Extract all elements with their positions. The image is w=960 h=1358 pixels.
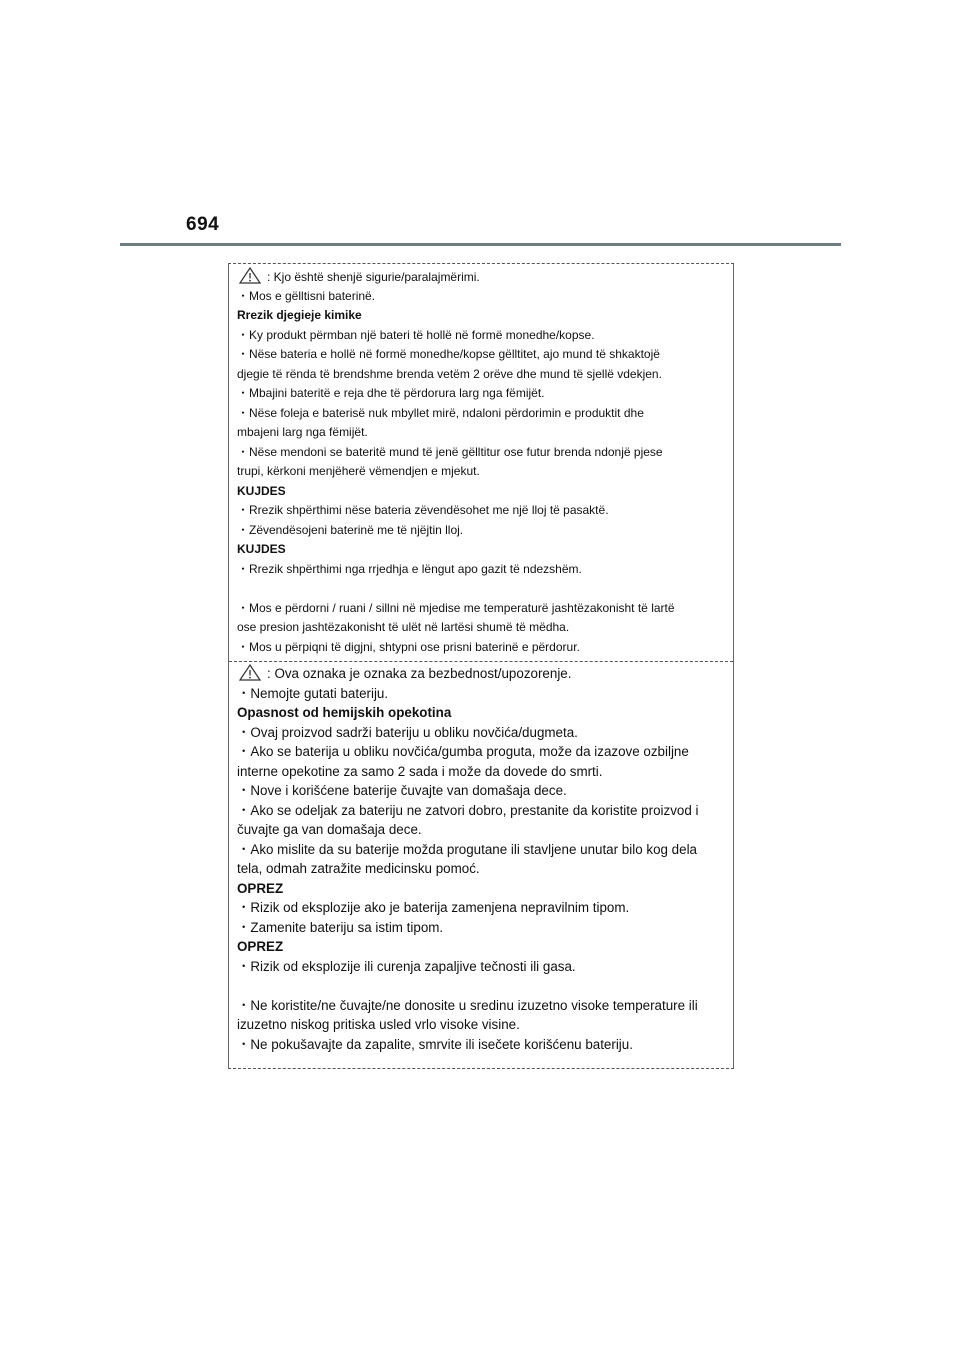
battery-warning-box: [228, 263, 734, 1069]
text-line: ・Nemojte gutati bateriju.: [237, 685, 389, 701]
albanian-warning-section: [229, 264, 733, 661]
caution-heading: OPREZ: [237, 939, 284, 954]
text-line: ・Ako mislite da su baterije možda progutane ili stavljene unutar bilo kog dela: [237, 841, 698, 857]
text-line: ・Rizik od eksplozije ako je baterija zamenjena nepravilnim tipom.: [237, 900, 630, 915]
warning-intro-text: : Ova oznaka je oznaka za bezbednost/upozorenje.: [267, 666, 572, 681]
text-line: ・Nëse bateria e hollë në formë monedhe/kopse gëlltitet, ajo mund të shkaktojë: [237, 347, 660, 361]
text-line: ・Mos u përpiqni të digjni, shtypni ose prisni baterinë e përdorur.: [237, 639, 580, 654]
text-line: ・Nëse mendoni se bateritë mund të jenë gëlltitur ose futur brenda ndonjë pjese: [237, 444, 663, 459]
serbian-warning-section: [229, 662, 733, 1068]
text-line: ・Zëvendësojeni baterinë me të njëjtin lloj.: [237, 522, 464, 537]
text-line: ・Ky produkt përmban një bateri të hollë në formë monedhe/kopse.: [237, 327, 595, 342]
caution-heading: KUJDES: [237, 542, 286, 556]
blank-line: [237, 579, 727, 599]
section-heading: Rrezik djegieje kimike: [237, 308, 362, 322]
text-line: izuzetno niskog pritiska usled vrlo visoke visine.: [237, 1017, 520, 1032]
text-line: djegie të rënda të brendshme brenda vetëm 2 orëve dhe mund të sjellë vdekjen.: [237, 366, 662, 381]
text-line: ・Mos e gëlltisni baterinë.: [237, 288, 376, 303]
section-heading: Opasnost od hemijskih opekotina: [237, 705, 452, 720]
page-number: 694: [186, 214, 220, 235]
text-line: ・Ovaj proizvod sadrži bateriju u obliku novčića/dugmeta.: [237, 724, 578, 740]
text-line: mbajeni larg nga fëmijët.: [237, 425, 368, 439]
text-line: ・Ako se odeljak za bateriju ne zatvori dobro, prestanite da koristite proizvod i: [237, 802, 699, 818]
text-line: ・Zamenite bateriju sa istim tipom.: [237, 919, 444, 935]
header-rule: [120, 243, 841, 246]
text-line: ・Mos e përdorni / ruani / sillni në mjedise me temperaturë jashtëzakonisht të lartë: [237, 600, 675, 615]
warning-intro-line: [237, 664, 727, 684]
caution-heading: OPREZ: [237, 880, 284, 896]
text-line: ・Ne koristite/ne čuvajte/ne donosite u sredinu izuzetno visoke temperature ili: [237, 997, 698, 1013]
text-line: tela, odmah zatražite medicinsku pomoć.: [237, 861, 480, 876]
text-line: ・Rizik od eksplozije ili curenja zapaljive tečnosti ili gasa.: [237, 958, 576, 974]
caution-heading: KUJDES: [237, 483, 286, 498]
text-line: ・Nove i korišćene baterije čuvajte van domašaja dece.: [237, 783, 567, 798]
text-line: ・Ne pokušavajte da zapalite, smrvite ili isečete korišćenu bateriju.: [237, 1036, 633, 1052]
warning-triangle-icon: [239, 267, 261, 284]
warning-intro-text: : Kjo është shenjë sigurie/paralajmërimi.: [267, 270, 480, 284]
text-line: ose presion jashtëzakonisht të ulët në lartësi shumë të mëdha.: [237, 620, 570, 634]
text-line: ・Rrezik shpërthimi nëse bateria zëvendësohet me një lloj të pasaktë.: [237, 503, 609, 517]
text-line: ・Ako se baterija u obliku novčića/gumba proguta, može da izazove ozbiljne: [237, 744, 689, 759]
text-line: ・Nëse foleja e baterisë nuk mbyllet mirë, ndaloni përdorimin e produktit dhe: [237, 405, 644, 420]
text-line: interne opekotine za samo 2 sada i može da dovede do smrti.: [237, 763, 603, 779]
text-line: trupi, kërkoni menjëherë vëmendjen e mjekut.: [237, 464, 480, 478]
warning-triangle-icon: [239, 664, 261, 681]
text-line: ・Mbajini bateritë e reja dhe të përdorura larg nga fëmijët.: [237, 386, 545, 400]
text-line: čuvajte ga van domašaja dece.: [237, 822, 422, 837]
text-line: ・Rrezik shpërthimi nga rrjedhja e lëngut apo gazit të ndezshëm.: [237, 561, 582, 576]
blank-line: [237, 976, 727, 996]
warning-intro-line: [237, 267, 727, 287]
